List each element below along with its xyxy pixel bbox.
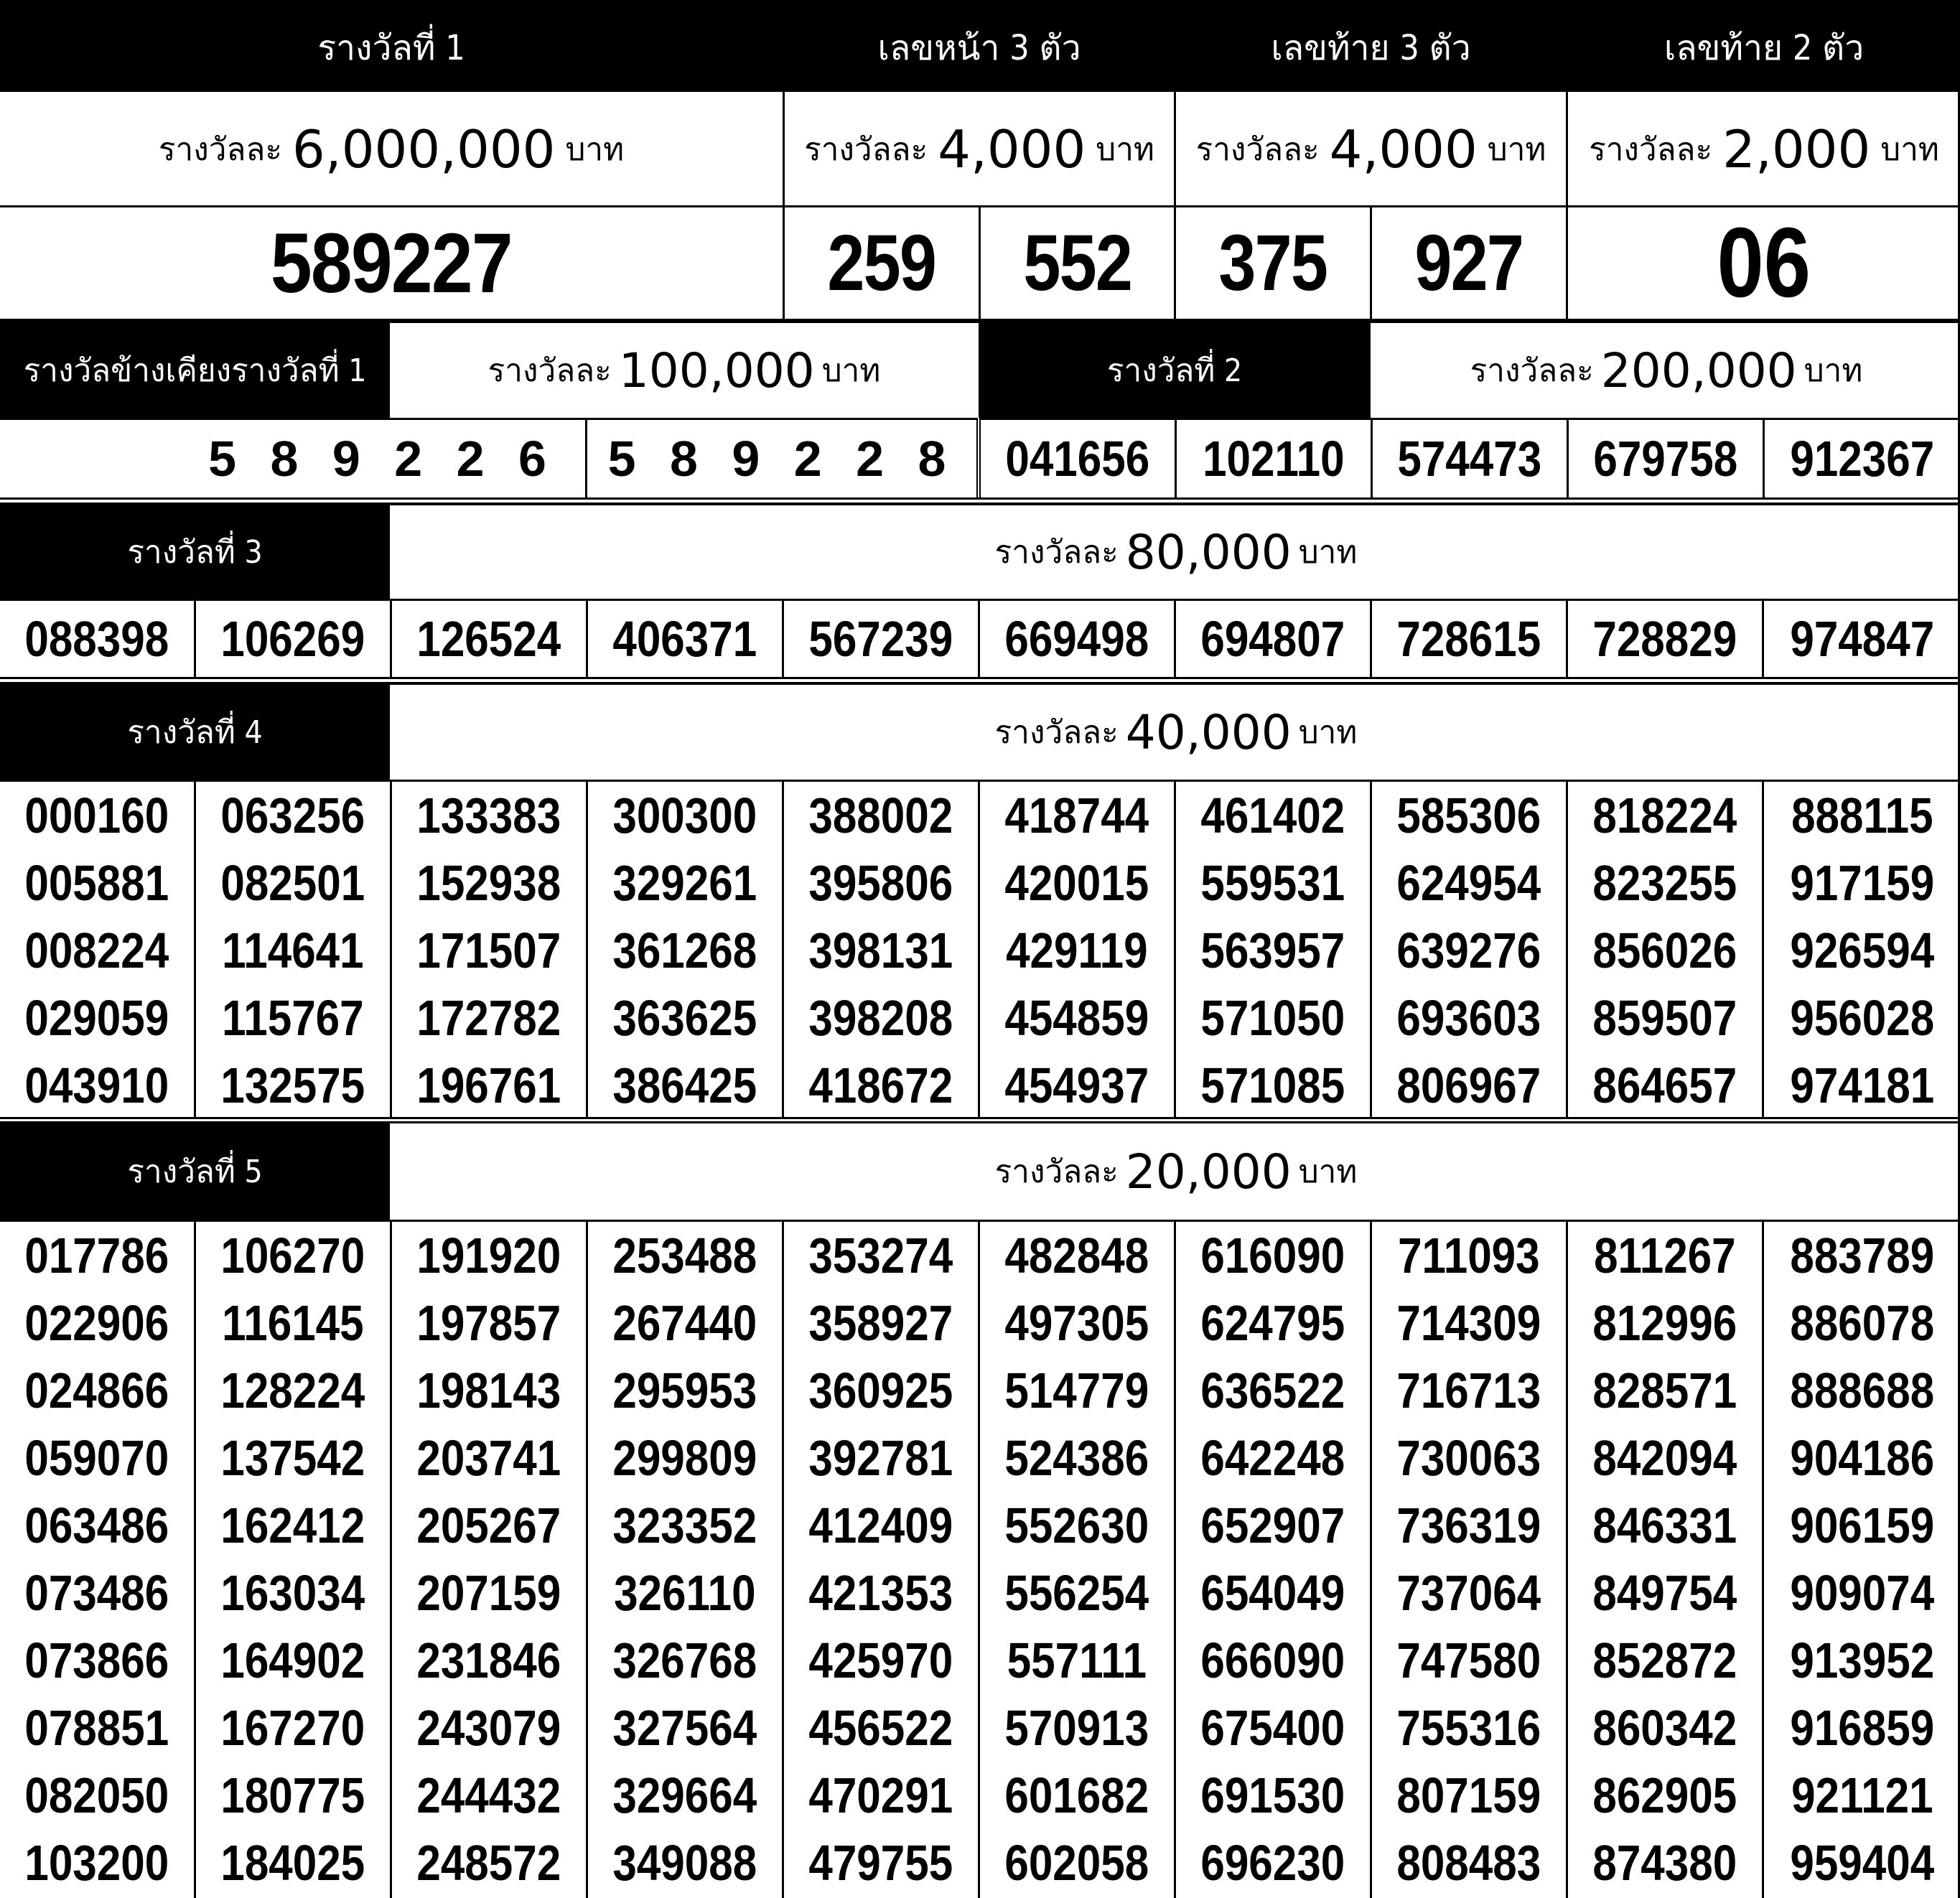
prize-number: 714309 (1396, 1295, 1541, 1351)
prize-column (1568, 782, 1764, 1119)
third-prize-cell: 974847 (1790, 611, 1934, 667)
prize-number: 172782 (416, 990, 561, 1046)
prize-number: 164902 (220, 1632, 365, 1688)
prize-number: 329664 (612, 1767, 757, 1823)
rule (585, 418, 587, 497)
prize-number: 412409 (808, 1497, 953, 1553)
prize-number: 017786 (24, 1228, 169, 1284)
prize-number: 886078 (1790, 1295, 1934, 1351)
prize-number: 329261 (612, 855, 757, 911)
prize-number: 392781 (808, 1430, 953, 1486)
prize-number: 874380 (1592, 1835, 1737, 1891)
rule (0, 0, 1960, 4)
prize-number: 716713 (1396, 1362, 1541, 1418)
amount-first-prize: รางวัลละ 6,000,000 บาท (158, 119, 625, 179)
prize-number: 624954 (1396, 855, 1541, 911)
prize-column (1764, 782, 1960, 1119)
prize-number: 563957 (1200, 922, 1345, 978)
prize-number: 398208 (808, 990, 953, 1046)
amount-adjacent: รางวัลละ 100,000 บาท (487, 342, 881, 398)
prize-number: 162412 (220, 1497, 365, 1553)
prize-number: 917159 (1790, 855, 1934, 911)
prize-column (1568, 1222, 1764, 1898)
rule (1371, 418, 1373, 497)
prize-number: 479755 (808, 1835, 953, 1891)
prize-number: 639276 (1396, 922, 1541, 978)
prize-number: 115767 (222, 990, 364, 1046)
prize-number: 747580 (1396, 1632, 1541, 1688)
prize-number: 557111 (1007, 1632, 1147, 1688)
amount-fourth: รางวัลละ 40,000 บาท (994, 704, 1358, 760)
prize-number: 497305 (1004, 1295, 1149, 1351)
prize-number: 082501 (220, 855, 365, 911)
prize-number: 207159 (416, 1565, 561, 1621)
amount-fifth: รางวัลละ 20,000 บาท (994, 1144, 1358, 1200)
prize-number: 299809 (612, 1430, 757, 1486)
prize-number: 180775 (220, 1767, 365, 1823)
prize-number: 253488 (612, 1228, 757, 1284)
prize-column (392, 1222, 588, 1898)
prize-number: 005881 (24, 855, 169, 911)
prize-number: 482848 (1004, 1228, 1149, 1284)
prize-number: 073866 (24, 1632, 169, 1688)
rule (0, 677, 1960, 685)
prize-number: 624795 (1200, 1295, 1345, 1351)
prize-column (784, 782, 980, 1119)
prize-number: 184025 (220, 1835, 365, 1891)
prize-column (588, 782, 784, 1119)
prize-number: 852872 (1592, 1632, 1737, 1688)
prize-number: 078851 (24, 1700, 169, 1756)
prize-number: 300300 (612, 787, 757, 843)
prize-number: 244432 (416, 1767, 561, 1823)
first-prize-number: 589227 (271, 215, 512, 311)
prize-number: 642248 (1200, 1430, 1345, 1486)
adjacent-number-1: 5 8 9 2 2 6 (208, 431, 556, 487)
prize-column (196, 782, 392, 1119)
second-prize-number: 679758 (1593, 431, 1738, 487)
prize-number: 736319 (1396, 1497, 1541, 1553)
prize-number: 420015 (1004, 855, 1149, 911)
prize-number: 360925 (808, 1362, 953, 1418)
front3-number-2: 552 (1023, 219, 1131, 307)
prize-number: 859507 (1592, 990, 1737, 1046)
prize-column (1176, 1222, 1372, 1898)
prize-number: 524386 (1004, 1430, 1149, 1486)
prize-number: 205267 (416, 1497, 561, 1553)
third-prize-cell: 728615 (1372, 601, 1568, 677)
rule (0, 497, 1960, 505)
second-prize-label: รางวัลที่ 2 (979, 323, 1371, 418)
header-last3: เลขท้าย 3 ตัว (1176, 4, 1566, 92)
rule (783, 0, 785, 323)
prize-number: 974181 (1790, 1057, 1934, 1113)
prize-number: 711093 (1398, 1228, 1540, 1284)
prize-number: 421353 (808, 1565, 953, 1621)
prize-number: 842094 (1592, 1430, 1737, 1486)
prize-number: 128224 (220, 1362, 365, 1418)
rule (0, 1117, 1960, 1123)
prize-number: 812996 (1592, 1295, 1737, 1351)
prize-column (1372, 1222, 1568, 1898)
prize-number: 636522 (1200, 1362, 1345, 1418)
prize-number: 063256 (220, 787, 365, 843)
prize-number: 363625 (612, 990, 757, 1046)
prize-number: 755316 (1396, 1700, 1541, 1756)
prize-number: 398131 (808, 922, 953, 978)
prize-number: 171507 (416, 922, 561, 978)
rule (976, 418, 981, 497)
prize-number: 616090 (1200, 1228, 1345, 1284)
prize-number: 904186 (1790, 1430, 1934, 1486)
prize-number: 601682 (1004, 1767, 1149, 1823)
prize-column (980, 782, 1176, 1119)
prize-number: 456522 (808, 1700, 953, 1756)
prize-number: 133383 (416, 787, 561, 843)
rule (0, 319, 1960, 323)
prize-number: 059070 (24, 1430, 169, 1486)
prize-number: 470291 (808, 1767, 953, 1823)
prize-number: 652907 (1200, 1497, 1345, 1553)
prize-number: 349088 (612, 1835, 757, 1891)
prize-number: 395806 (808, 855, 953, 911)
rule (1567, 418, 1569, 497)
rule (0, 780, 1960, 782)
prize-number: 167270 (220, 1700, 365, 1756)
prize-number: 022906 (24, 1295, 169, 1351)
third-prize-cell: 669498 (980, 601, 1176, 677)
prize-number: 295953 (612, 1362, 757, 1418)
prize-number: 361268 (612, 922, 757, 978)
amount-second: รางวัลละ 200,000 บาท (1470, 342, 1863, 398)
prize-number: 243079 (416, 1700, 561, 1756)
rule (1566, 0, 1568, 323)
prize-number: 913952 (1790, 1632, 1934, 1688)
second-prize-number: 102110 (1203, 431, 1345, 487)
prize-number: 862905 (1592, 1767, 1737, 1823)
prize-number: 418744 (1004, 787, 1149, 843)
last3-number-2: 927 (1414, 219, 1523, 307)
prize-number: 571085 (1200, 1057, 1345, 1113)
prize-number: 883789 (1790, 1228, 1934, 1284)
prize-number: 921121 (1791, 1767, 1933, 1823)
amount-third: รางวัลละ 80,000 บาท (994, 524, 1358, 580)
adjacent-number-2: 5 8 9 2 2 8 (607, 431, 956, 487)
rule (1175, 418, 1177, 497)
prize-number: 909074 (1790, 1565, 1934, 1621)
prize-number: 152938 (416, 855, 561, 911)
prize-number: 856026 (1592, 922, 1737, 978)
prize-number: 132575 (220, 1057, 365, 1113)
prize-number: 730063 (1396, 1430, 1541, 1486)
prize-number: 514779 (1004, 1362, 1149, 1418)
prize-number: 327564 (612, 1700, 757, 1756)
prize-number: 956028 (1790, 990, 1934, 1046)
amount-last3: รางวัลละ 4,000 บาท (1195, 119, 1546, 179)
prize-number: 425970 (808, 1632, 953, 1688)
third-prize-cell: 088398 (0, 601, 196, 677)
prize-column (0, 1222, 196, 1898)
prize-number: 197857 (416, 1295, 561, 1351)
prize-number: 323352 (612, 1497, 757, 1553)
prize-number: 454859 (1004, 990, 1149, 1046)
last2-number: 06 (1717, 207, 1811, 318)
prize-column (784, 1222, 980, 1898)
prize-number: 353274 (808, 1228, 953, 1284)
prize-number: 461402 (1200, 787, 1345, 843)
prize-number: 114641 (222, 922, 364, 978)
prize-number: 008224 (24, 922, 169, 978)
prize-number: 137542 (220, 1430, 365, 1486)
prize-number: 043910 (24, 1057, 169, 1113)
prize-number: 693603 (1396, 990, 1541, 1046)
prize-number: 248572 (416, 1835, 561, 1891)
header-front3: เลขหน้า 3 ตัว (785, 4, 1174, 92)
prize-number: 082050 (24, 1767, 169, 1823)
prize-number: 916859 (1790, 1700, 1934, 1756)
prize-column (196, 1222, 392, 1898)
prize-number: 806967 (1396, 1057, 1541, 1113)
third-prize-cell: 567239 (784, 601, 980, 677)
prize-number: 024866 (24, 1362, 169, 1418)
prize-number: 828571 (1592, 1362, 1737, 1418)
third-prize-cell: 694807 (1176, 601, 1372, 677)
rule (1763, 418, 1765, 497)
prize-number: 196761 (416, 1057, 561, 1113)
third-prize-cell: 126524 (392, 601, 588, 677)
prize-number: 602058 (1004, 1835, 1149, 1891)
prize-number: 811267 (1594, 1228, 1736, 1284)
rule (0, 599, 1960, 601)
prize-number: 267440 (612, 1295, 757, 1351)
prize-number: 556254 (1004, 1565, 1149, 1621)
prize-number: 654049 (1200, 1565, 1345, 1621)
last3-number-1: 375 (1218, 219, 1327, 307)
prize-number: 163034 (220, 1565, 365, 1621)
prize-column (0, 782, 196, 1119)
prize-number: 849754 (1592, 1565, 1737, 1621)
prize-number: 823255 (1592, 855, 1737, 911)
prize-number: 231846 (416, 1632, 561, 1688)
rule (1174, 0, 1176, 323)
second-prize-number: 574473 (1397, 431, 1542, 487)
prize-number: 860342 (1592, 1700, 1737, 1756)
fourth-prize-grid (0, 782, 1960, 1118)
third-prize-cell: 406371 (588, 601, 784, 677)
amount-last2: รางวัลละ 2,000 บาท (1589, 119, 1939, 179)
rule (0, 1220, 1960, 1222)
prize-number: 807159 (1396, 1767, 1541, 1823)
prize-number: 103200 (24, 1835, 169, 1891)
prize-number: 906159 (1790, 1497, 1934, 1553)
third-prize-cell: 728829 (1568, 601, 1764, 677)
third-prize-grid (0, 601, 1960, 677)
fifth-prize-label: รางวัลที่ 5 (0, 1123, 390, 1220)
front3-number-1: 259 (827, 219, 936, 307)
prize-number: 552630 (1004, 1497, 1149, 1553)
amount-front3: รางวัลละ 4,000 บาท (804, 119, 1154, 179)
prize-number: 029059 (24, 990, 169, 1046)
prize-number: 116145 (222, 1295, 364, 1351)
prize-number: 959404 (1790, 1835, 1934, 1891)
prize-column (1372, 782, 1568, 1119)
prize-number: 106270 (220, 1228, 365, 1284)
second-prize-number: 912367 (1790, 431, 1935, 487)
prize-number: 203741 (416, 1430, 561, 1486)
prize-number: 000160 (24, 787, 169, 843)
prize-number: 818224 (1592, 787, 1737, 843)
prize-number: 864657 (1592, 1057, 1737, 1113)
prize-number: 571050 (1200, 990, 1345, 1046)
prize-number: 696230 (1200, 1835, 1345, 1891)
prize-number: 737064 (1396, 1565, 1541, 1621)
adjacent-prize-label: รางวัลข้างเคียงรางวัลที่ 1 (0, 323, 390, 418)
fourth-prize-label: รางวัลที่ 4 (0, 685, 390, 780)
prize-number: 073486 (24, 1565, 169, 1621)
rule (979, 205, 981, 319)
prize-number: 675400 (1200, 1700, 1345, 1756)
prize-number: 888115 (1791, 787, 1933, 843)
prize-number: 191920 (416, 1228, 561, 1284)
prize-number: 454937 (1004, 1057, 1149, 1113)
prize-number: 926594 (1790, 922, 1934, 978)
prize-number: 418672 (808, 1057, 953, 1113)
prize-number: 691530 (1200, 1767, 1345, 1823)
third-prize-label: รางวัลที่ 3 (0, 505, 390, 599)
prize-number: 570913 (1004, 1700, 1149, 1756)
second-prize-number: 041656 (1005, 431, 1150, 487)
prize-number: 063486 (24, 1497, 169, 1553)
prize-number: 846331 (1592, 1497, 1737, 1553)
prize-number: 559531 (1200, 855, 1345, 911)
header-first-prize: รางวัลที่ 1 (0, 4, 783, 92)
prize-column (980, 1222, 1176, 1898)
third-prize-cell: 106269 (196, 601, 392, 677)
prize-number: 585306 (1396, 787, 1541, 843)
prize-column (392, 782, 588, 1119)
prize-column (588, 1222, 784, 1898)
prize-number: 326110 (614, 1565, 756, 1621)
prize-number: 326768 (612, 1632, 757, 1688)
prize-number: 666090 (1200, 1632, 1345, 1688)
prize-column (1764, 1222, 1960, 1898)
prize-number: 808483 (1396, 1835, 1541, 1891)
prize-number: 358927 (808, 1295, 953, 1351)
prize-number: 386425 (612, 1057, 757, 1113)
rule (1370, 205, 1372, 319)
header-last2: เลขท้าย 2 ตัว (1568, 4, 1960, 92)
prize-number: 888688 (1790, 1362, 1934, 1418)
prize-number: 429119 (1006, 922, 1148, 978)
prize-column (1176, 782, 1372, 1119)
prize-number: 388002 (808, 787, 953, 843)
prize-number: 198143 (416, 1362, 561, 1418)
fifth-prize-grid (0, 1222, 1960, 1898)
